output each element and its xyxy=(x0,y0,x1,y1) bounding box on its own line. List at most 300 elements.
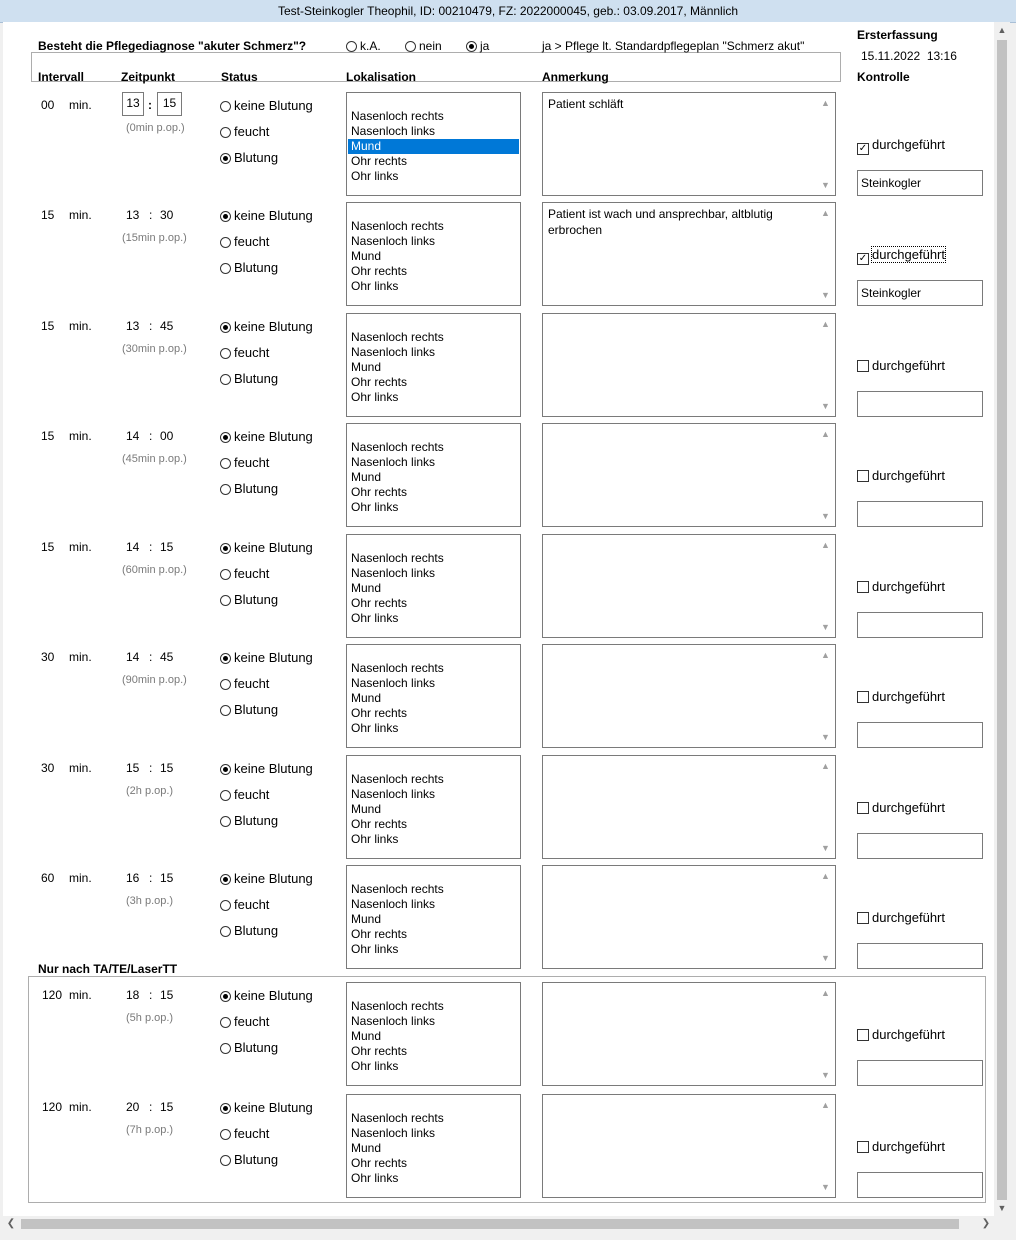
interval-value: 120 xyxy=(42,1100,63,1114)
radio-icon[interactable] xyxy=(220,432,231,443)
time-separator: : xyxy=(149,540,153,554)
lokalisation-item[interactable]: Ohr links xyxy=(351,611,399,625)
minute-value: 15 xyxy=(160,988,174,1002)
status-option-1[interactable] xyxy=(220,897,269,912)
durchgefuehrt-checkbox[interactable] xyxy=(857,910,945,925)
checkbox-icon[interactable] xyxy=(857,912,869,924)
scroll-up-icon[interactable]: ▲ xyxy=(821,208,830,218)
lokalisation-item[interactable]: Ohr rechts xyxy=(351,596,408,610)
postop-label: (90min p.op.) xyxy=(122,674,187,686)
radio-icon[interactable] xyxy=(346,41,357,52)
lokalisation-item[interactable]: Ohr rechts xyxy=(351,375,408,389)
kontrolle-input[interactable] xyxy=(857,391,983,417)
status-label: Blutung xyxy=(234,592,279,607)
checkbox-label: durchgeführt xyxy=(872,910,945,925)
radio-icon[interactable] xyxy=(220,653,231,664)
lokalisation-item[interactable]: Mund xyxy=(351,470,382,484)
header-anmerkung: Anmerkung xyxy=(542,70,609,84)
anmerkung-textarea[interactable] xyxy=(542,313,836,417)
status-option-2[interactable] xyxy=(220,371,278,386)
radio-icon[interactable] xyxy=(220,153,231,164)
lokalisation-item[interactable]: Nasenloch rechts xyxy=(351,1111,444,1125)
scroll-left-icon[interactable]: ❮ xyxy=(6,1218,16,1229)
anmerkung-textarea[interactable] xyxy=(542,423,836,527)
scroll-up-icon[interactable]: ▲ xyxy=(997,25,1007,35)
hour-value: 20 xyxy=(126,1100,140,1114)
lokalisation-item[interactable]: Nasenloch rechts xyxy=(351,772,444,786)
anmerkung-text: Patient schläft xyxy=(548,97,624,111)
header-intervall: Intervall xyxy=(38,70,85,84)
minute-value: 15 xyxy=(160,871,174,885)
status-option-2[interactable] xyxy=(220,1152,278,1167)
interval-unit: min. xyxy=(69,208,92,222)
scroll-up-icon[interactable]: ▲ xyxy=(821,540,830,550)
lokalisation-item[interactable]: Ohr links xyxy=(351,500,399,514)
lokalisation-item[interactable]: Ohr rechts xyxy=(351,264,408,278)
lokalisation-item[interactable]: Nasenloch links xyxy=(351,124,436,138)
lokalisation-listbox[interactable] xyxy=(346,982,521,1086)
textarea-scrollbar[interactable] xyxy=(818,314,835,416)
lokalisation-item[interactable]: Nasenloch rechts xyxy=(351,999,444,1013)
radio-icon[interactable] xyxy=(466,41,477,52)
interval-unit: min. xyxy=(69,1100,92,1114)
minute-value: 45 xyxy=(160,319,174,333)
checkbox-label: durchgeführt xyxy=(872,1139,945,1154)
minute-value: 15 xyxy=(160,761,174,775)
kontrolle-input[interactable] xyxy=(857,1060,983,1086)
status-option-1[interactable] xyxy=(220,345,269,360)
status-label: keine Blutung xyxy=(234,540,313,555)
lokalisation-item[interactable]: Ohr links xyxy=(351,942,399,956)
textarea-scrollbar[interactable] xyxy=(818,93,835,195)
time-separator: : xyxy=(149,319,153,333)
radio-icon[interactable] xyxy=(220,874,231,885)
scroll-up-icon[interactable]: ▲ xyxy=(821,988,830,998)
lokalisation-listbox[interactable] xyxy=(346,423,521,527)
header-zeitpunkt: Zeitpunkt xyxy=(121,70,175,84)
status-option-0[interactable] xyxy=(220,98,313,113)
anmerkung-textarea[interactable] xyxy=(542,1094,836,1198)
radio-icon[interactable] xyxy=(220,569,231,580)
lokalisation-listbox[interactable] xyxy=(346,92,521,196)
radio-icon[interactable] xyxy=(220,790,231,801)
minute-input[interactable] xyxy=(157,92,182,116)
checkbox-icon[interactable] xyxy=(857,691,869,703)
radio-icon[interactable] xyxy=(220,764,231,775)
vertical-scroll-thumb[interactable] xyxy=(997,40,1007,1200)
lokalisation-item[interactable]: Mund xyxy=(351,249,382,263)
horizontal-scrollbar[interactable] xyxy=(3,1216,994,1232)
checkbox-label: durchgeführt xyxy=(872,137,945,152)
checkbox-icon[interactable] xyxy=(857,1029,869,1041)
kontrolle-input[interactable] xyxy=(857,501,983,527)
textarea-scrollbar[interactable] xyxy=(818,866,835,968)
hour-input[interactable] xyxy=(122,92,144,116)
status-option-1[interactable] xyxy=(220,234,269,249)
kontrolle-input[interactable] xyxy=(857,612,983,638)
status-label: feucht xyxy=(234,234,270,249)
radio-icon[interactable] xyxy=(220,543,231,554)
textarea-scrollbar[interactable] xyxy=(818,1095,835,1197)
lokalisation-item[interactable]: Mund xyxy=(351,691,382,705)
status-option-1[interactable] xyxy=(220,676,269,691)
lokalisation-item[interactable]: Mund xyxy=(351,1141,382,1155)
checkbox-icon[interactable]: ✓ xyxy=(858,253,868,264)
scroll-up-icon[interactable]: ▲ xyxy=(821,98,830,108)
status-option-0[interactable] xyxy=(220,871,313,886)
durchgefuehrt-checkbox[interactable] xyxy=(857,358,945,373)
lokalisation-item[interactable]: Mund xyxy=(351,581,382,595)
durchgefuehrt-checkbox[interactable] xyxy=(857,689,945,704)
scroll-down-icon[interactable]: ▼ xyxy=(821,511,830,521)
anmerkung-textarea[interactable] xyxy=(542,534,836,638)
lokalisation-listbox[interactable] xyxy=(346,313,521,417)
radio-icon[interactable] xyxy=(220,322,231,333)
status-label: Blutung xyxy=(234,481,279,496)
postop-label: (45min p.op.) xyxy=(122,453,187,465)
radio-icon[interactable] xyxy=(220,348,231,359)
status-label: keine Blutung xyxy=(234,98,313,113)
anmerkung-textarea[interactable] xyxy=(542,92,836,196)
ersterfassung-label: Ersterfassung xyxy=(857,28,938,42)
interval-value: 15 xyxy=(41,429,55,443)
kontrolle-input[interactable] xyxy=(857,722,983,748)
status-label: Blutung xyxy=(234,923,279,938)
checkbox-icon[interactable] xyxy=(857,360,869,372)
radio-icon[interactable] xyxy=(220,595,231,606)
checkbox-icon[interactable]: ✓ xyxy=(858,143,868,154)
hour-value: 15 xyxy=(126,761,140,775)
status-option-0[interactable] xyxy=(220,319,313,334)
radio-icon[interactable] xyxy=(220,211,231,222)
anmerkung-textarea[interactable] xyxy=(542,982,836,1086)
lokalisation-listbox[interactable] xyxy=(346,1094,521,1198)
status-label: Blutung xyxy=(234,150,279,165)
time-separator: : xyxy=(149,988,153,1002)
kontrolle-input[interactable] xyxy=(857,1172,983,1198)
diagnosis-option-label: k.A. xyxy=(360,39,381,53)
postop-label: (0min p.op.) xyxy=(126,122,185,134)
radio-icon[interactable] xyxy=(220,237,231,248)
hour-value: 13 xyxy=(126,319,140,333)
diagnosis-option-label: nein xyxy=(419,39,442,53)
status-label: feucht xyxy=(234,455,270,470)
minute-value: 45 xyxy=(160,650,174,664)
durchgefuehrt-checkbox[interactable] xyxy=(857,1139,945,1154)
hour-value: 13 xyxy=(126,96,140,110)
checkbox-label: durchgeführt xyxy=(872,358,945,373)
status-option-1[interactable] xyxy=(220,566,269,581)
radio-icon[interactable] xyxy=(220,991,231,1002)
interval-unit: min. xyxy=(69,98,92,112)
lokalisation-item[interactable]: Nasenloch rechts xyxy=(351,330,444,344)
hour-value: 14 xyxy=(126,540,140,554)
anmerkung-textarea[interactable] xyxy=(542,644,836,748)
diagnosis-option-1[interactable] xyxy=(405,39,442,53)
lokalisation-item[interactable]: Nasenloch rechts xyxy=(351,109,444,123)
postop-label: (2h p.op.) xyxy=(126,785,174,797)
status-label: Blutung xyxy=(234,260,279,275)
textarea-scrollbar[interactable] xyxy=(818,645,835,747)
ersterfassung-value: 15.11.2022 13:16 xyxy=(861,49,957,63)
interval-value: 15 xyxy=(41,540,55,554)
scroll-up-icon[interactable]: ▲ xyxy=(821,871,830,881)
lokalisation-item[interactable]: Ohr rechts xyxy=(351,927,408,941)
interval-value: 15 xyxy=(41,208,55,222)
checkbox-icon[interactable] xyxy=(857,581,869,593)
status-label: keine Blutung xyxy=(234,208,313,223)
scroll-down-icon[interactable]: ▼ xyxy=(821,1070,830,1080)
hour-value: 18 xyxy=(126,988,140,1002)
textarea-scrollbar[interactable] xyxy=(818,203,835,305)
status-option-2[interactable] xyxy=(220,923,278,938)
lokalisation-item[interactable]: Nasenloch links xyxy=(351,1014,436,1028)
lokalisation-item[interactable]: Ohr links xyxy=(351,169,399,183)
status-option-0[interactable] xyxy=(220,540,313,555)
scroll-right-icon[interactable]: ❯ xyxy=(981,1218,991,1229)
durchgefuehrt-checkbox[interactable] xyxy=(857,1027,945,1042)
interval-unit: min. xyxy=(69,540,92,554)
postop-label: (3h p.op.) xyxy=(126,895,174,907)
time-separator: : xyxy=(149,650,153,664)
radio-icon[interactable] xyxy=(220,127,231,138)
anmerkung-textarea[interactable] xyxy=(542,865,836,969)
durchgefuehrt-checkbox[interactable] xyxy=(857,468,945,483)
status-option-1[interactable] xyxy=(220,787,269,802)
scroll-down-icon[interactable]: ▼ xyxy=(821,732,830,742)
minute-value: 00 xyxy=(160,429,174,443)
kontrolle-input[interactable] xyxy=(857,943,983,969)
status-label: keine Blutung xyxy=(234,761,313,776)
lokalisation-item[interactable]: Nasenloch links xyxy=(351,676,436,690)
lokalisation-item[interactable]: Mund xyxy=(351,1029,382,1043)
radio-icon[interactable] xyxy=(220,101,231,112)
scroll-down-icon[interactable]: ▼ xyxy=(821,1182,830,1192)
durchgefuehrt-checkbox[interactable] xyxy=(857,137,945,155)
radio-icon[interactable] xyxy=(220,1103,231,1114)
postop-label: (60min p.op.) xyxy=(122,564,187,576)
lokalisation-item[interactable]: Nasenloch rechts xyxy=(351,440,444,454)
lokalisation-item[interactable]: Ohr links xyxy=(351,1171,399,1185)
textarea-scrollbar[interactable] xyxy=(818,424,835,526)
radio-icon[interactable] xyxy=(220,1043,231,1054)
lokalisation-item[interactable]: Ohr links xyxy=(351,832,399,846)
group-label: Nur nach TA/TE/LaserTT xyxy=(34,962,181,976)
radio-icon[interactable] xyxy=(220,263,231,274)
radio-icon[interactable] xyxy=(220,458,231,469)
status-option-2[interactable] xyxy=(220,481,278,496)
status-label: Blutung xyxy=(234,1040,279,1055)
scroll-down-icon[interactable]: ▼ xyxy=(821,290,830,300)
minute-value: 15 xyxy=(162,96,177,110)
status-label: feucht xyxy=(234,566,270,581)
status-option-2[interactable] xyxy=(220,813,278,828)
scroll-down-icon[interactable]: ▼ xyxy=(821,401,830,411)
radio-icon[interactable] xyxy=(220,374,231,385)
radio-icon[interactable] xyxy=(220,1017,231,1028)
kontrolle-value: Steinkogler xyxy=(861,176,922,190)
status-option-1[interactable] xyxy=(220,1014,269,1029)
lokalisation-item[interactable]: Ohr rechts xyxy=(351,817,408,831)
postop-label: (30min p.op.) xyxy=(122,343,187,355)
lokalisation-listbox[interactable] xyxy=(346,755,521,859)
scroll-down-icon[interactable]: ▼ xyxy=(997,1203,1007,1213)
postop-label: (15min p.op.) xyxy=(122,232,187,244)
status-option-0[interactable] xyxy=(220,429,313,444)
status-label: Blutung xyxy=(234,813,279,828)
status-option-0[interactable] xyxy=(220,761,313,776)
diagnosis-option-0[interactable] xyxy=(346,39,381,53)
time-separator: : xyxy=(149,1100,153,1114)
lokalisation-item[interactable]: Nasenloch rechts xyxy=(351,882,444,896)
lokalisation-item[interactable]: Mund xyxy=(351,912,382,926)
scroll-down-icon[interactable]: ▼ xyxy=(821,622,830,632)
status-label: feucht xyxy=(234,787,270,802)
postop-label: (5h p.op.) xyxy=(126,1012,174,1024)
scroll-up-icon[interactable]: ▲ xyxy=(821,650,830,660)
status-label: keine Blutung xyxy=(234,650,313,665)
lokalisation-item[interactable]: Mund xyxy=(351,802,382,816)
durchgefuehrt-checkbox[interactable] xyxy=(857,247,945,265)
status-label: feucht xyxy=(234,124,270,139)
status-option-0[interactable] xyxy=(220,650,313,665)
radio-icon[interactable] xyxy=(220,1129,231,1140)
horizontal-scroll-thumb[interactable] xyxy=(21,1219,959,1229)
status-option-1[interactable] xyxy=(220,1126,269,1141)
status-option-2[interactable] xyxy=(220,702,278,717)
interval-value: 60 xyxy=(41,871,55,885)
checkbox-label: durchgeführt xyxy=(872,689,945,704)
lokalisation-listbox[interactable] xyxy=(346,534,521,638)
lokalisation-item[interactable]: Ohr links xyxy=(351,390,399,404)
lokalisation-item[interactable]: Nasenloch links xyxy=(351,1126,436,1140)
status-option-1[interactable] xyxy=(220,124,269,139)
scroll-up-icon[interactable]: ▲ xyxy=(821,761,830,771)
anmerkung-textarea[interactable] xyxy=(542,202,836,306)
vertical-scrollbar[interactable] xyxy=(994,22,1010,1216)
lokalisation-item[interactable]: Ohr rechts xyxy=(351,1156,408,1170)
window-title: Test-Steinkogler Theophil, ID: 00210479, FZ: 2022000045, geb.: 03.09.2017, Männlich xyxy=(0,0,1016,23)
status-option-0[interactable] xyxy=(220,208,313,223)
scroll-down-icon[interactable]: ▼ xyxy=(821,953,830,963)
lokalisation-listbox[interactable] xyxy=(346,865,521,969)
scroll-down-icon[interactable]: ▼ xyxy=(821,180,830,190)
status-option-2[interactable] xyxy=(220,150,278,165)
scroll-up-icon[interactable]: ▲ xyxy=(821,1100,830,1110)
scroll-up-icon[interactable]: ▲ xyxy=(821,319,830,329)
status-option-2[interactable] xyxy=(220,1040,278,1055)
diagnosis-option-2[interactable] xyxy=(466,39,489,53)
interval-unit: min. xyxy=(69,988,92,1002)
radio-icon[interactable] xyxy=(220,1155,231,1166)
lokalisation-item[interactable]: Mund xyxy=(351,360,382,374)
lokalisation-item[interactable]: Ohr rechts xyxy=(351,706,408,720)
scroll-up-icon[interactable]: ▲ xyxy=(821,429,830,439)
lokalisation-item[interactable]: Mund xyxy=(348,139,519,154)
radio-icon[interactable] xyxy=(220,705,231,716)
lokalisation-listbox[interactable] xyxy=(346,644,521,748)
durchgefuehrt-checkbox[interactable] xyxy=(857,579,945,594)
radio-icon[interactable] xyxy=(220,679,231,690)
lokalisation-item[interactable]: Nasenloch rechts xyxy=(351,661,444,675)
interval-unit: min. xyxy=(69,429,92,443)
lokalisation-item[interactable]: Ohr links xyxy=(351,721,399,735)
status-label: feucht xyxy=(234,1014,270,1029)
lokalisation-item[interactable]: Ohr rechts xyxy=(351,1044,408,1058)
radio-icon[interactable] xyxy=(220,900,231,911)
checkbox-label: durchgeführt xyxy=(872,579,945,594)
status-option-1[interactable] xyxy=(220,455,269,470)
status-label: keine Blutung xyxy=(234,319,313,334)
lokalisation-item[interactable]: Nasenloch rechts xyxy=(351,219,444,233)
status-label: feucht xyxy=(234,897,270,912)
time-separator: : xyxy=(149,871,153,885)
lokalisation-item[interactable]: Nasenloch links xyxy=(351,345,436,359)
lokalisation-item[interactable]: Ohr rechts xyxy=(351,485,408,499)
lokalisation-item[interactable]: Ohr links xyxy=(351,279,399,293)
lokalisation-item[interactable]: Nasenloch links xyxy=(351,787,436,801)
hour-value: 14 xyxy=(126,429,140,443)
lokalisation-item[interactable]: Nasenloch rechts xyxy=(351,551,444,565)
checkbox-icon[interactable] xyxy=(857,1141,869,1153)
status-option-0[interactable] xyxy=(220,988,313,1003)
time-separator: : xyxy=(149,429,153,443)
status-label: Blutung xyxy=(234,1152,279,1167)
interval-unit: min. xyxy=(69,319,92,333)
lokalisation-listbox[interactable] xyxy=(346,202,521,306)
interval-unit: min. xyxy=(69,650,92,664)
radio-icon[interactable] xyxy=(220,484,231,495)
status-option-2[interactable] xyxy=(220,592,278,607)
minute-value: 15 xyxy=(160,540,174,554)
lokalisation-item[interactable]: Ohr rechts xyxy=(351,154,408,168)
kontrolle-input[interactable] xyxy=(857,170,983,196)
kontrolle-value: Steinkogler xyxy=(861,286,922,300)
checkbox-icon[interactable] xyxy=(857,802,869,814)
hour-value: 13 xyxy=(126,208,140,222)
status-option-2[interactable] xyxy=(220,260,278,275)
kontrolle-input[interactable] xyxy=(857,280,983,306)
anmerkung-textarea[interactable] xyxy=(542,755,836,859)
checkbox-label: durchgeführt xyxy=(872,468,945,483)
interval-value: 120 xyxy=(42,988,63,1002)
kontrolle-input[interactable] xyxy=(857,833,983,859)
lokalisation-item[interactable]: Ohr links xyxy=(351,1059,399,1073)
radio-icon[interactable] xyxy=(405,41,416,52)
lokalisation-item[interactable]: Nasenloch links xyxy=(351,234,436,248)
interval-value: 30 xyxy=(41,761,55,775)
lokalisation-item[interactable]: Nasenloch links xyxy=(351,566,436,580)
checkbox-icon[interactable] xyxy=(857,470,869,482)
radio-icon[interactable] xyxy=(220,926,231,937)
textarea-scrollbar[interactable] xyxy=(818,983,835,1085)
lokalisation-item[interactable]: Nasenloch links xyxy=(351,897,436,911)
textarea-scrollbar[interactable] xyxy=(818,756,835,858)
lokalisation-item[interactable]: Nasenloch links xyxy=(351,455,436,469)
scroll-down-icon[interactable]: ▼ xyxy=(821,843,830,853)
textarea-scrollbar[interactable] xyxy=(818,535,835,637)
status-label: feucht xyxy=(234,1126,270,1141)
status-label: keine Blutung xyxy=(234,988,313,1003)
hour-value: 14 xyxy=(126,650,140,664)
postop-label: (7h p.op.) xyxy=(126,1124,174,1136)
status-option-0[interactable] xyxy=(220,1100,313,1115)
scrollbar-corner xyxy=(994,1216,1010,1232)
durchgefuehrt-checkbox[interactable] xyxy=(857,800,945,815)
radio-icon[interactable] xyxy=(220,816,231,827)
interval-value: 00 xyxy=(41,98,55,112)
checkbox-label: durchgeführt xyxy=(872,247,945,262)
